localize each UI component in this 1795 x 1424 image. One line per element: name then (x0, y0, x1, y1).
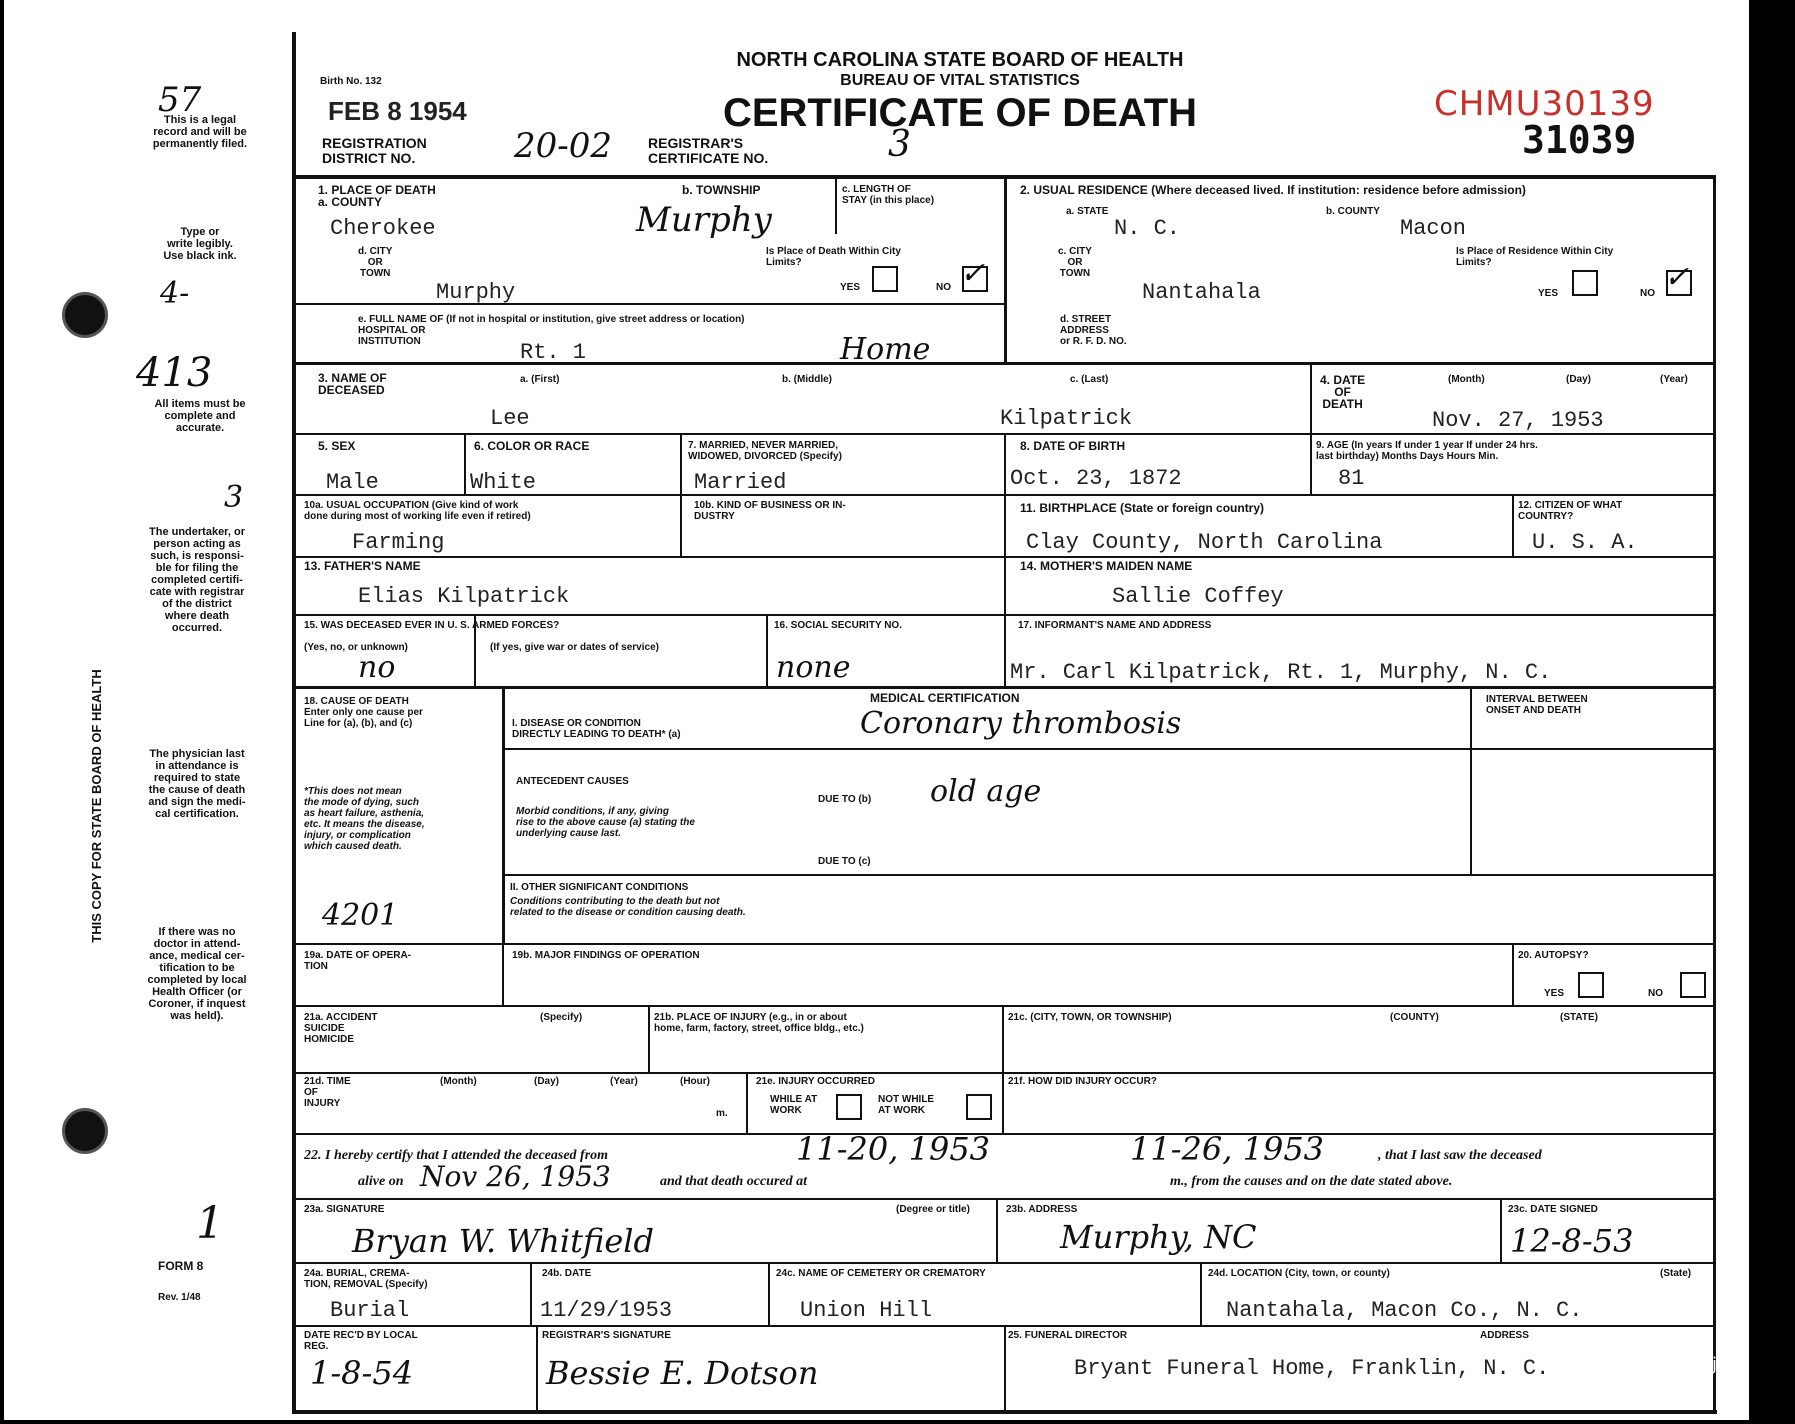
business-label: 10b. KIND OF BUSINESS OR IN- DUSTRY (694, 500, 846, 522)
last-name: Kilpatrick (1000, 406, 1133, 431)
cause-margin-number: 4201 (322, 898, 399, 933)
no-label: NO (936, 282, 951, 293)
autopsy-label: 20. AUTOPSY? (1518, 950, 1589, 961)
date-of-death: Nov. 27, 1953 (1432, 408, 1604, 433)
death-within-city-no-check: ✓ (960, 256, 986, 291)
autopsy-no-label: NO (1648, 988, 1663, 999)
registrar-signature-label: REGISTRAR'S SIGNATURE (542, 1330, 671, 1341)
race: White (470, 470, 537, 495)
interval-label: INTERVAL BETWEEN ONSET AND DEATH (1486, 694, 1588, 716)
margin-number-413: 413 (136, 350, 213, 396)
death-month-label: (Month) (1448, 374, 1485, 385)
funeral-director: Bryant Funeral Home, Franklin, N. C. (1074, 1356, 1550, 1381)
age: 81 (1338, 466, 1365, 491)
length-of-stay-label: c. LENGTH OF STAY (in this place) (842, 184, 935, 206)
watermark-initials: jkc (1712, 1354, 1738, 1375)
occupation-label: 10a. USUAL OCCUPATION (Give kind of work done during most of working life even if retired) (304, 500, 531, 522)
burial-label: 24a. BURIAL, CREMA- TION, REMOVAL (Specify) (304, 1268, 428, 1290)
antecedent-causes-label: ANTECEDENT CAUSES (516, 776, 629, 787)
cause-b: old age (930, 774, 1042, 809)
marital-status: Married (694, 470, 787, 495)
yes-label: YES (840, 282, 861, 293)
injury-hour-label: (Hour) (680, 1076, 710, 1087)
signature-label: 23a. SIGNATURE (304, 1204, 385, 1215)
armed-forces-yes-no-label: (Yes, no, or unknown) (304, 642, 408, 653)
date-received-label: DATE REC'D BY LOCAL REG. (304, 1330, 418, 1352)
place-of-death-label: 1. PLACE OF DEATH a. COUNTY (318, 183, 436, 209)
cemetery: Union Hill (800, 1298, 933, 1323)
residence-county-label: b. COUNTY (1326, 206, 1380, 217)
informant: Mr. Carl Kilpatrick, Rt. 1, Murphy, N. C. (1010, 660, 1552, 685)
archive-reference: CHMU30139 (1434, 84, 1655, 124)
major-findings-label: 19b. MAJOR FINDINGS OF OPERATION (512, 950, 700, 961)
date-signed: 12-8-53 (1510, 1222, 1634, 1260)
cemetery-location: Nantahala, Macon Co., N. C. (1226, 1298, 1583, 1323)
injury-state-label: (STATE) (1560, 1012, 1598, 1023)
state-file-number: 31039 (1522, 118, 1637, 162)
name-of-deceased-label: 3. NAME OF DECEASED (318, 371, 387, 397)
margin-note-type: Type or write legibly. Use black ink. (163, 226, 237, 262)
margin-mark-4: 4- (160, 276, 190, 311)
hospital-label: e. FULL NAME OF (If not in hospital or institution, give street address or location) HOSPITAL OR INSTITUTION (358, 314, 745, 347)
street-address-label: d. STREET ADDRESS or R. F. D. NO. (1060, 314, 1127, 347)
margin-note-legal: This is a legal record and will be permanently filed. (152, 114, 248, 150)
date-of-birth-label: 8. DATE OF BIRTH (1020, 439, 1126, 453)
residence-city: Nantahala (1142, 280, 1261, 305)
form-revision: Rev. 1/48 (158, 1292, 201, 1303)
cause-of-death-label: 18. CAUSE OF DEATH Enter only one cause per Line for (a), (b), and (c) (304, 696, 423, 729)
residence-city-label: c. CITY OR TOWN (1058, 246, 1092, 279)
date-received: 1-8-54 (310, 1354, 414, 1392)
last-seen-alive: Nov 26, 1953 (420, 1160, 611, 1193)
bureau-title: BUREAU OF VITAL STATISTICS (840, 72, 1080, 89)
certify-statement-2: , that I last saw the deceased (1378, 1148, 1542, 1163)
registrar-certificate-value: 3 (888, 124, 911, 165)
informant-label: 17. INFORMANT'S NAME AND ADDRESS (1018, 620, 1212, 631)
first-name: Lee (490, 406, 530, 431)
hospital-typed: Rt. 1 (520, 340, 587, 365)
birthplace: Clay County, North Carolina (1026, 530, 1383, 555)
date-signed-label: 23c. DATE SIGNED (1508, 1204, 1598, 1215)
medical-certification-label: MEDICAL CERTIFICATION (870, 691, 1020, 705)
other-conditions-label: II. OTHER SIGNIFICANT CONDITIONS (510, 882, 689, 893)
physician-address: Murphy, NC (1060, 1218, 1257, 1256)
due-to-b-label: DUE TO (b) (818, 794, 872, 805)
within-city-limits-label: Is Place of Death Within City Limits? (766, 246, 901, 268)
specify-label: (Specify) (540, 1012, 583, 1023)
autopsy-yes-box[interactable] (1578, 972, 1604, 998)
certify-statement-5: m., from the causes and on the date stated above. (1170, 1174, 1453, 1189)
burial: Burial (330, 1298, 410, 1323)
burial-date-label: 24b. DATE (542, 1268, 592, 1279)
marital-status-label: 7. MARRIED, NEVER MARRIED, WIDOWED, DIVORCED (Specify) (688, 440, 842, 462)
autopsy-yes-label: YES (1544, 988, 1565, 999)
cause-a: Coronary thrombosis (860, 706, 1182, 741)
certify-statement-3: alive on (358, 1174, 404, 1189)
while-at-work-box[interactable] (836, 1094, 862, 1120)
birthplace-label: 11. BIRTHPLACE (State or foreign country) (1020, 501, 1265, 515)
margin-note-undertaker: The undertaker, or person acting as such, is responsi- ble for filing the completed certifi- cate with registrar of the district where death occurred. (149, 526, 245, 634)
injury-year-label: (Year) (610, 1076, 638, 1087)
physician-address-label: 23b. ADDRESS (1006, 1204, 1078, 1215)
autopsy-no-box[interactable] (1680, 972, 1706, 998)
residence-limits-label: Is Place of Residence Within City Limits? (1456, 246, 1614, 268)
form-number: FORM 8 (158, 1259, 204, 1273)
death-day-label: (Day) (1566, 374, 1592, 385)
mothers-maiden-name-label: 14. MOTHER'S MAIDEN NAME (1020, 559, 1193, 573)
death-year-label: (Year) (1660, 374, 1688, 385)
certify-statement-4: and that death occured at (660, 1174, 808, 1189)
middle-name-label: b. (Middle) (782, 374, 832, 385)
margin-mark-3: 3 (224, 480, 244, 515)
date-of-death-label: 4. DATE OF DEATH (1320, 373, 1366, 411)
funeral-address-label: ADDRESS (1480, 1330, 1529, 1341)
date-of-birth: Oct. 23, 1872 (1010, 466, 1182, 491)
residence-no-label: NO (1640, 288, 1655, 299)
injury-county-label: (COUNTY) (1390, 1012, 1439, 1023)
first-name-label: a. (First) (520, 374, 560, 385)
attended-to: 11-26, 1953 (1130, 1130, 1325, 1168)
due-to-c-label: DUE TO (c) (818, 856, 871, 867)
social-security-value: none (776, 650, 851, 685)
sex-label: 5. SEX (318, 439, 356, 453)
cemetery-location-label: 24d. LOCATION (City, town, or county) (1208, 1268, 1390, 1279)
other-conditions-note: Conditions contributing to the death but not related to the disease or condition causing death. (510, 896, 746, 918)
mothers-maiden-name: Sallie Coffey (1112, 584, 1284, 609)
board-title: NORTH CAROLINA STATE BOARD OF HEALTH (736, 49, 1184, 71)
age-label: 9. AGE (In years If under 1 year If under 24 hrs. last birthday) Months Days Hours Min. (1316, 440, 1538, 462)
punch-hole-bottom (62, 1108, 108, 1154)
fathers-name: Elias Kilpatrick (358, 584, 570, 609)
residence-within-city-no-check: ✓ (1664, 260, 1690, 295)
registrar-certificate-label: REGISTRAR'S CERTIFICATE NO. (648, 135, 769, 166)
injury-occurred-label: 21e. INJURY OCCURRED (756, 1076, 875, 1087)
sex: Male (326, 470, 379, 495)
how-injury-label: 21f. HOW DID INJURY OCCUR? (1008, 1076, 1157, 1087)
social-security-label: 16. SOCIAL SECURITY NO. (774, 620, 902, 631)
fathers-name-label: 13. FATHER'S NAME (304, 559, 421, 573)
birth-no-label: Birth No. 132 (320, 76, 382, 87)
township-label: b. TOWNSHIP (682, 183, 761, 197)
antecedent-note: Morbid conditions, if any, giving rise to the above cause (a) stating the underlying cause last. (516, 806, 695, 839)
township-value: Murphy (636, 200, 772, 240)
margin-number-57: 57 (158, 80, 202, 120)
funeral-director-label: 25. FUNERAL DIRECTOR (1008, 1330, 1128, 1341)
color-race-label: 6. COLOR OR RACE (474, 439, 590, 453)
filed-date: FEB 8 1954 (328, 96, 467, 126)
margin-mark-1: 1 (196, 1198, 224, 1249)
residence-county: Macon (1400, 216, 1467, 241)
residence-state: N. C. (1114, 216, 1181, 241)
degree-label: (Degree or title) (896, 1204, 970, 1215)
attended-from: 11-20, 1953 (796, 1130, 991, 1168)
registration-district-label: REGISTRATION DISTRICT NO. (322, 135, 427, 166)
armed-forces-war-label: (If yes, give war or dates of service) (490, 642, 659, 653)
margin-note-no-doctor: If there was no doctor in attend- ance, medical cer- tification to be completed by local Health Officer (or Coroner, if inquest was held). (147, 926, 247, 1022)
armed-forces-label: 15. WAS DECEASED EVER IN U. S. ARMED FORCES? (304, 620, 560, 631)
accident-label: 21a. ACCIDENT SUICIDE HOMICIDE (304, 1012, 378, 1045)
usual-residence-label: 2. USUAL RESIDENCE (Where deceased lived. If institution: residence before admission) (1020, 183, 1526, 197)
margin-note-physician: The physician last in attendance is required to state the cause of death and sign the medi- cal certification. (148, 748, 246, 820)
last-name-label: c. (Last) (1070, 374, 1109, 385)
punch-hole-top (62, 292, 108, 338)
hospital-handwritten: Home (840, 332, 931, 367)
registrar-signature: Bessie E. Dotson (546, 1354, 819, 1392)
date-of-operation-label: 19a. DATE OF OPERA- TION (304, 950, 412, 972)
vertical-copy-note: THIS COPY FOR STATE BOARD OF HEALTH (89, 669, 104, 943)
injury-m-label: m. (716, 1108, 728, 1119)
disease-condition-label: I. DISEASE OR CONDITION DIRECTLY LEADING TO DEATH* (a) (512, 718, 681, 740)
time-of-injury-label: 21d. TIME OF INJURY (304, 1076, 351, 1109)
physician-signature: Bryan W. Whitfield (352, 1222, 654, 1260)
burial-date: 11/29/1953 (540, 1298, 673, 1323)
armed-forces-value: no (358, 650, 396, 685)
cause-of-death-note: *This does not mean the mode of dying, such as heart failure, asthenia, etc. It means the disease, injury, or complication which caused death. (304, 786, 425, 852)
document-title: CERTIFICATE OF DEATH (722, 91, 1198, 135)
while-at-work-label: WHILE AT WORK (770, 1094, 818, 1116)
injury-month-label: (Month) (440, 1076, 477, 1087)
injury-day-label: (Day) (534, 1076, 560, 1087)
death-within-city-yes-box[interactable] (872, 266, 898, 292)
injury-city-label: 21c. (CITY, TOWN, OR TOWNSHIP) (1008, 1012, 1172, 1023)
death-city-label: d. CITY OR TOWN (358, 246, 393, 279)
not-at-work-box[interactable] (966, 1094, 992, 1120)
not-at-work-label: NOT WHILE AT WORK (878, 1094, 935, 1116)
cemetery-label: 24c. NAME OF CEMETERY OR CREMATORY (776, 1268, 986, 1279)
citizenship: U. S. A. (1532, 530, 1638, 555)
death-county: Cherokee (330, 216, 436, 241)
death-city: Murphy (436, 280, 516, 305)
residence-within-city-yes-box[interactable] (1572, 270, 1598, 296)
residence-state-label: a. STATE (1066, 206, 1109, 217)
citizen-label: 12. CITIZEN OF WHAT COUNTRY? (1518, 500, 1623, 522)
margin-note-all-items: All items must be complete and accurate. (154, 398, 246, 434)
cemetery-state-label: (State) (1660, 1268, 1692, 1279)
residence-yes-label: YES (1538, 288, 1559, 299)
place-of-injury-label: 21b. PLACE OF INJURY (e.g., in or about home, farm, factory, street, office bldg., etc.) (654, 1012, 864, 1034)
registration-district-value: 20-02 (514, 126, 613, 166)
certify-statement-1: 22. I hereby certify that I attended the deceased from (304, 1148, 609, 1163)
occupation: Farming (352, 530, 445, 555)
